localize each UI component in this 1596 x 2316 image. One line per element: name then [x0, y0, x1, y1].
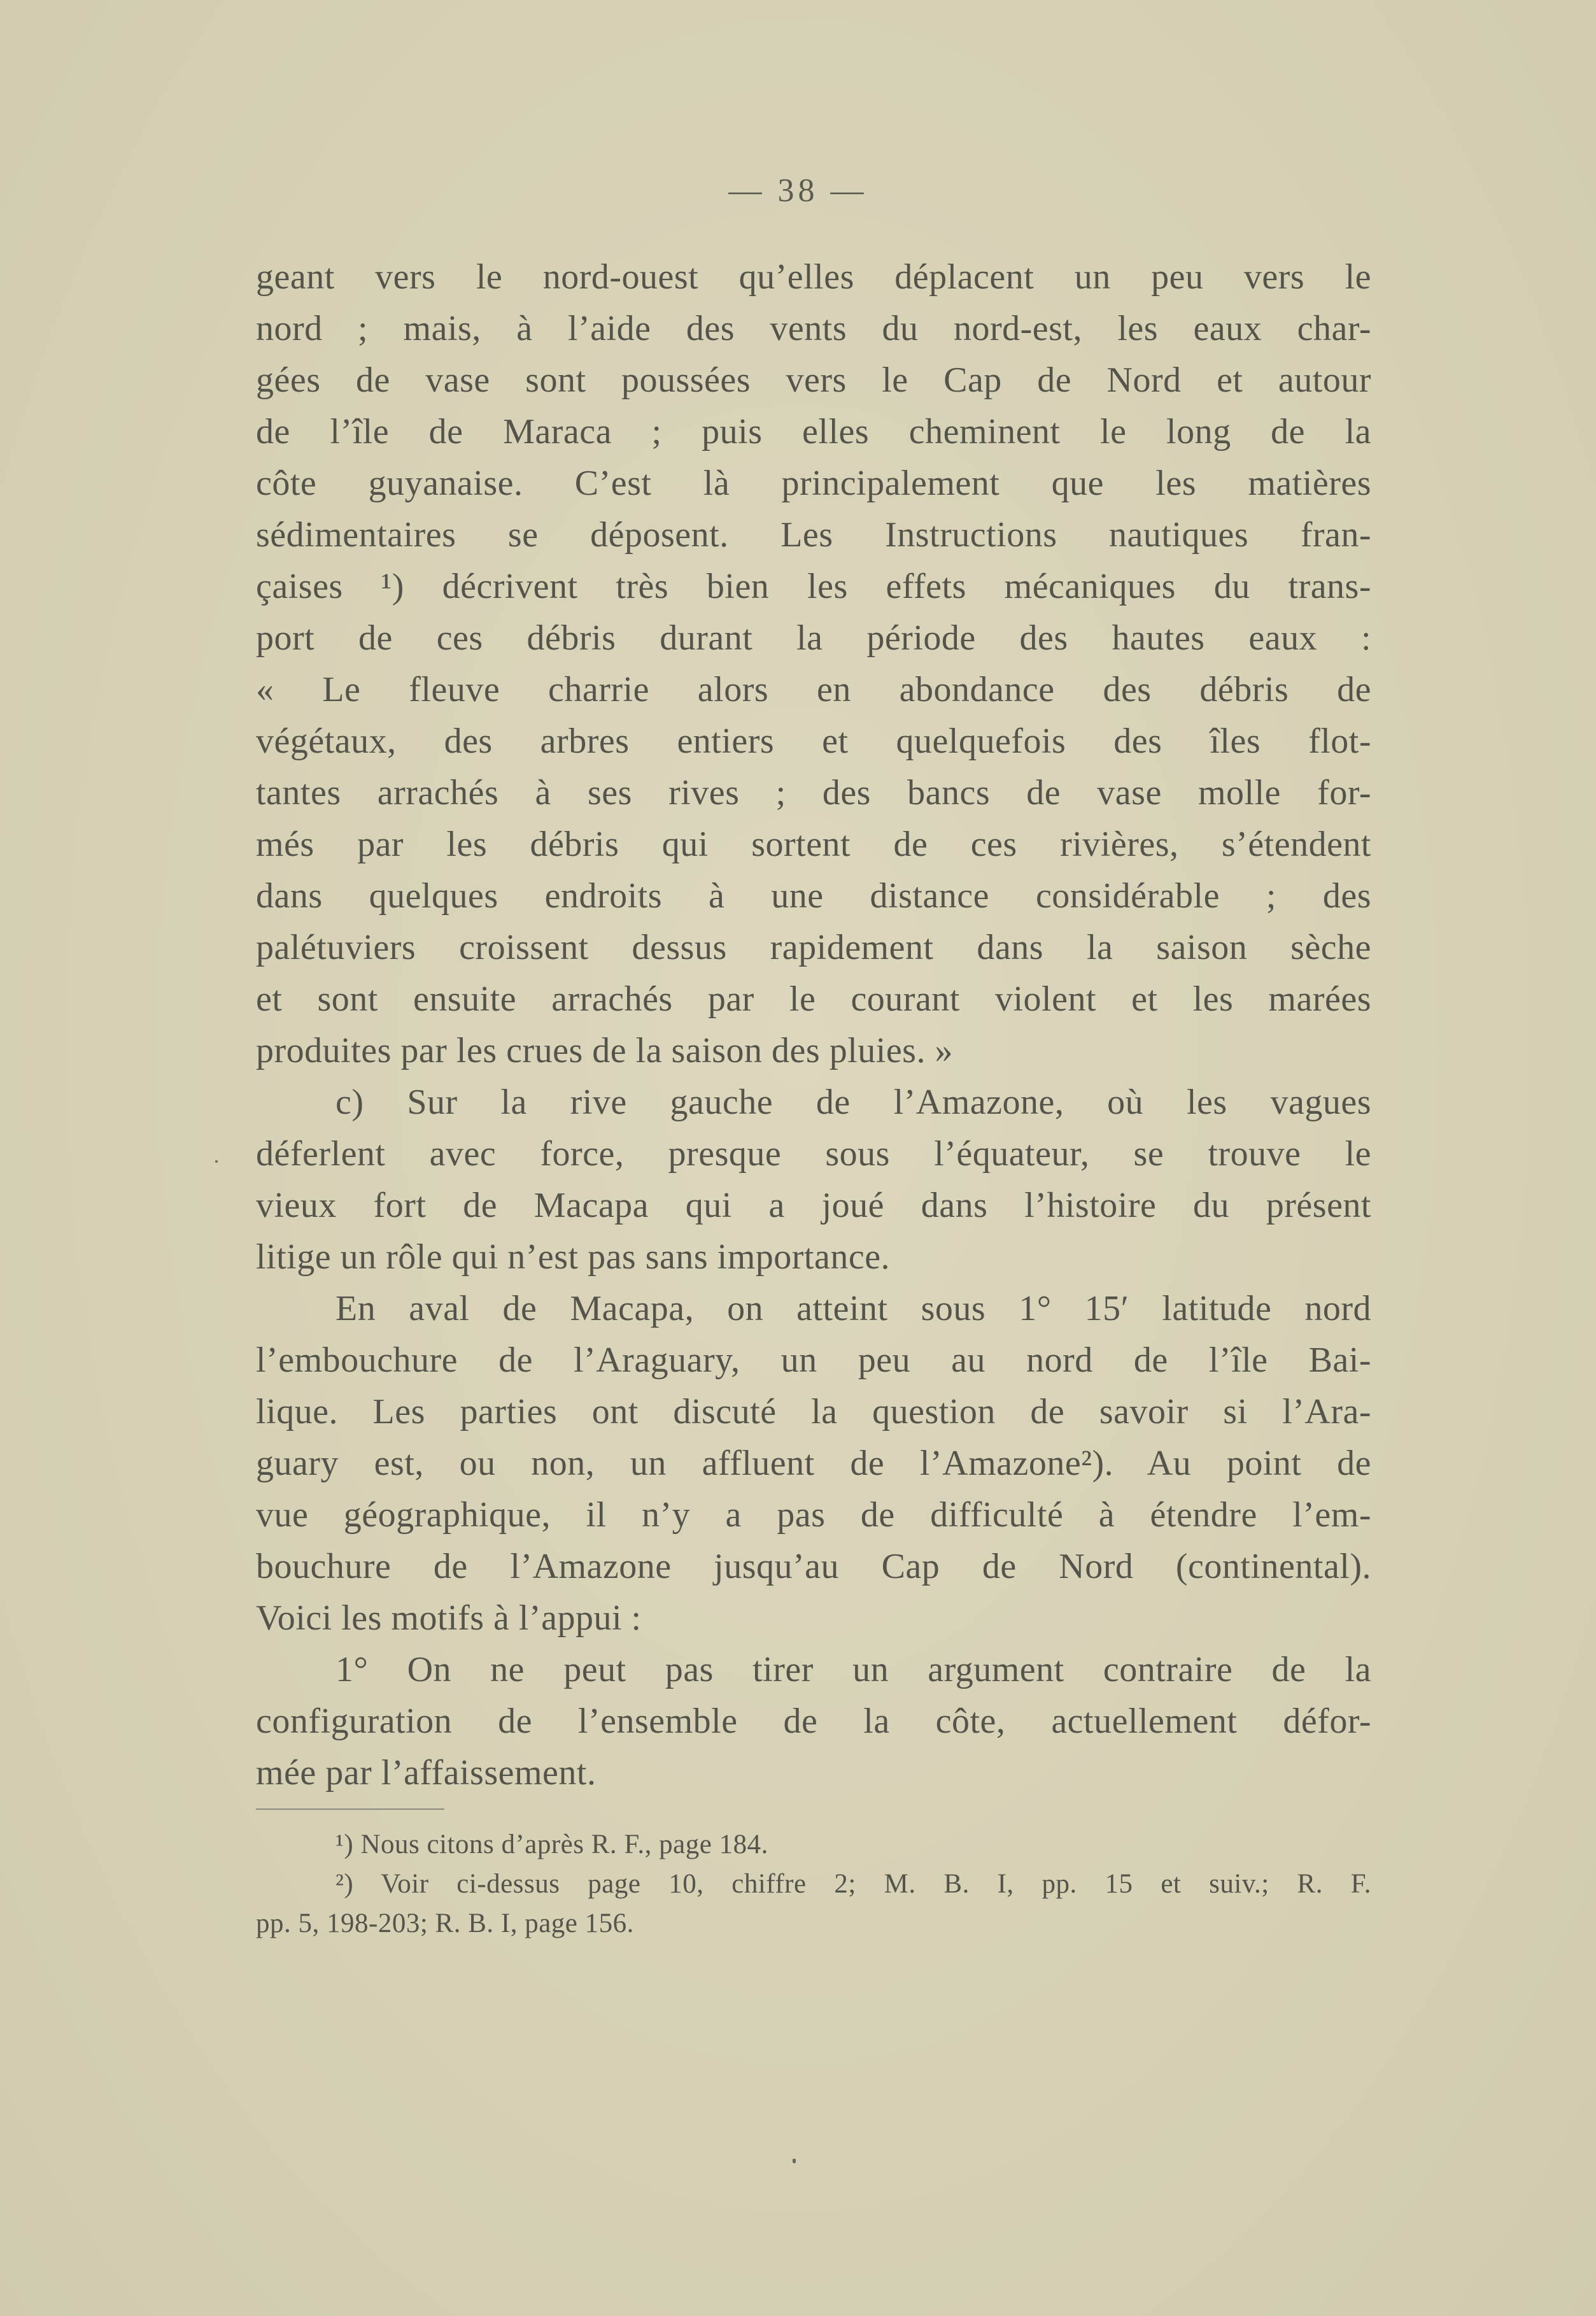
- page-number: — 38 —: [728, 173, 868, 209]
- body-text: [256, 252, 1371, 1799]
- body-line-24: guary est, ou non, un affluent de l’Amazone²). Au point de: [256, 1444, 1371, 1483]
- body-line-3: gées de vase sont poussées vers le Cap de Nord et autour: [256, 360, 1371, 400]
- ink-speck: [215, 1160, 218, 1163]
- footnote-1: ¹) Nous citons d’après R. F., page 184.: [335, 1829, 768, 1859]
- body-line-21: En aval de Macapa, on atteint sous 1° 15′ latitude nord: [335, 1289, 1371, 1328]
- body-line-11: tantes arrachés à ses rives ; des bancs de vase molle for-: [256, 773, 1371, 813]
- body-line-23: lique. Les parties ont discuté la question de savoir si l’Ara-: [256, 1392, 1371, 1432]
- body-line-5: côte guyanaise. C’est là principalement que les matières: [256, 464, 1371, 503]
- body-line-20: litige un rôle qui n’est pas sans importance.: [256, 1237, 891, 1277]
- body-line-12: més par les débris qui sortent de ces rivières, s’étendent: [256, 825, 1371, 864]
- body-line-27: Voici les motifs à l’appui :: [256, 1598, 642, 1638]
- body-line-1: geant vers le nord-ouest qu’elles déplacent un peu vers le: [256, 257, 1371, 297]
- body-line-13: dans quelques endroits à une distance considérable ; des: [256, 876, 1371, 916]
- body-line-30: mée par l’affaissement.: [256, 1753, 597, 1793]
- body-line-9: « Le fleuve charrie alors en abondance des débris de: [256, 670, 1371, 709]
- body-line-29: configuration de l’ensemble de la côte, actuellement défor-: [256, 1701, 1371, 1741]
- body-line-19: vieux fort de Macapa qui a joué dans l’histoire du présent: [256, 1186, 1371, 1225]
- footnote-2: ²) Voir ci-dessus page 10, chiffre 2; M. B. I, pp. 15 et suiv.; R. F.: [335, 1869, 1371, 1899]
- body-line-6: sédimentaires se déposent. Les Instructions nautiques fran-: [256, 515, 1371, 555]
- body-line-28: 1° On ne peut pas tirer un argument contraire de la: [335, 1650, 1371, 1689]
- body-line-16: produites par les crues de la saison des pluies. »: [256, 1031, 953, 1070]
- body-line-25: vue géographique, il n’y a pas de difficulté à étendre l’em-: [256, 1495, 1371, 1535]
- body-line-8: port de ces débris durant la période des hautes eaux :: [256, 618, 1371, 658]
- body-line-15: et sont ensuite arrachés par le courant violent et les marées: [256, 979, 1371, 1019]
- footnote-2-continued: pp. 5, 198-203; R. B. I, page 156.: [256, 1908, 634, 1938]
- footnotes: [256, 1825, 1371, 1943]
- footnote-separator: [256, 1808, 444, 1810]
- body-line-26: bouchure de l’Amazone jusqu’au Cap de Nord (continental).: [256, 1547, 1371, 1586]
- body-line-22: l’embouchure de l’Araguary, un peu au nord de l’île Bai-: [256, 1340, 1371, 1380]
- body-line-7: çaises ¹) décrivent très bien les effets mécaniques du trans-: [256, 567, 1371, 606]
- body-line-17: c) Sur la rive gauche de l’Amazone, où les vagues: [335, 1083, 1371, 1122]
- body-line-2: nord ; mais, à l’aide des vents du nord-est, les eaux char-: [256, 309, 1371, 348]
- body-line-18: déferlent avec force, presque sous l’équateur, se trouve le: [256, 1134, 1371, 1174]
- body-line-4: de l’île de Maraca ; puis elles cheminent le long de la: [256, 412, 1371, 451]
- body-line-14: palétuviers croissent dessus rapidement dans la saison sèche: [256, 928, 1371, 967]
- body-line-10: végétaux, des arbres entiers et quelquefois des îles flot-: [256, 721, 1371, 761]
- ink-speck: [793, 2159, 796, 2163]
